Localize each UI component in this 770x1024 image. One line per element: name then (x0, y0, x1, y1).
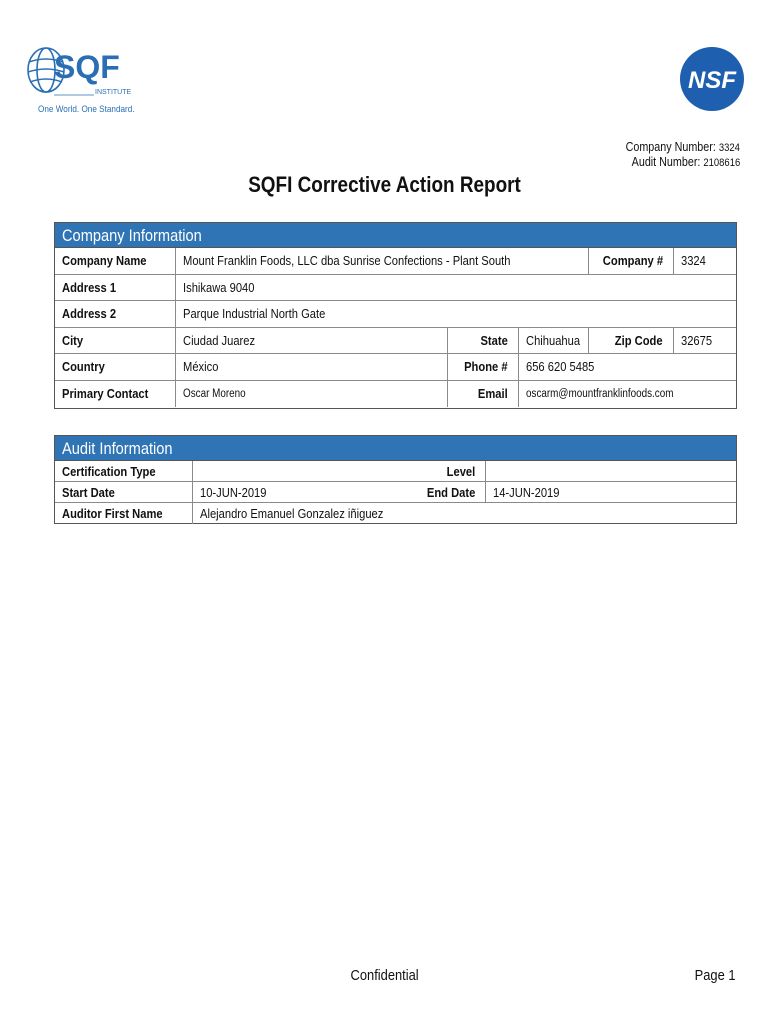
primary-contact-value: Oscar Moreno (175, 381, 447, 408)
company-num-label: Company # (588, 248, 673, 274)
page-number: Page 1 (695, 967, 736, 984)
level-value (485, 461, 736, 481)
company-information-section (54, 222, 737, 409)
sqf-tagline: One World. One Standard. (38, 104, 135, 115)
table-row (55, 354, 736, 381)
table-row (55, 275, 736, 302)
phone-label: Phone # (447, 354, 518, 380)
audit-number-label: Audit Number: (631, 155, 701, 169)
section-heading: Company Information (55, 223, 736, 248)
audit-information-section (54, 435, 737, 524)
country-label: Country (62, 359, 105, 375)
email-label: Email (447, 381, 518, 408)
page-title: SQFI Corrective Action Report (248, 172, 522, 197)
address2-label: Address 2 (62, 306, 117, 322)
company-num-value: 3324 (673, 248, 736, 274)
table-row (55, 248, 736, 275)
city-label: City (62, 332, 84, 348)
certification-type-value (192, 461, 397, 481)
phone-value: 656 620 5485 (518, 354, 736, 380)
confidential-label: Confidential (350, 967, 420, 984)
table-row (55, 301, 736, 328)
auditor-first-name-value: Alejandro Emanuel Gonzalez iñiguez (192, 503, 736, 524)
level-label: Level (446, 463, 475, 479)
company-name-label: Company Name (62, 253, 147, 269)
company-name-value: Mount Franklin Foods, LLC dba Sunrise Confections - Plant South (175, 248, 588, 274)
end-date-label: End Date (426, 484, 475, 500)
company-number-label: Company Number: (625, 140, 716, 154)
table-row (55, 482, 736, 503)
table-row (55, 381, 736, 408)
country-value: México (175, 354, 447, 380)
company-number-value: 3324 (718, 142, 740, 154)
address1-value: Ishikawa 9040 (175, 275, 736, 301)
auditor-first-name-label: Auditor First Name (62, 506, 163, 521)
email-value: oscarm@mountfranklinfoods.com (518, 381, 736, 408)
start-date-value: 10-JUN-2019 (192, 482, 397, 502)
svg-text:INSTITUTE: INSTITUTE (95, 89, 132, 96)
zip-label: Zip Code (588, 328, 673, 354)
nsf-logo (679, 46, 745, 112)
address1-label: Address 1 (62, 279, 117, 295)
svg-text:NSF: NSF (688, 67, 736, 94)
end-date-value: 14-JUN-2019 (485, 482, 736, 502)
audit-number-line (614, 155, 740, 169)
audit-number-value: 2108616 (703, 157, 740, 169)
start-date-label: Start Date (62, 484, 115, 500)
svg-text:SQF: SQF (54, 49, 120, 85)
table-row (55, 503, 736, 524)
table-row (55, 461, 736, 482)
section-heading: Audit Information (55, 436, 736, 461)
state-label: State (447, 328, 518, 354)
table-row (55, 328, 736, 355)
city-value: Ciudad Juarez (175, 328, 447, 354)
primary-contact-label: Primary Contact (62, 386, 149, 402)
company-number-line (607, 140, 740, 154)
certification-type-label: Certification Type (62, 463, 156, 479)
state-value: Chihuahua (518, 328, 588, 354)
address2-value: Parque Industrial North Gate (175, 301, 736, 327)
zip-value: 32675 (673, 328, 736, 354)
